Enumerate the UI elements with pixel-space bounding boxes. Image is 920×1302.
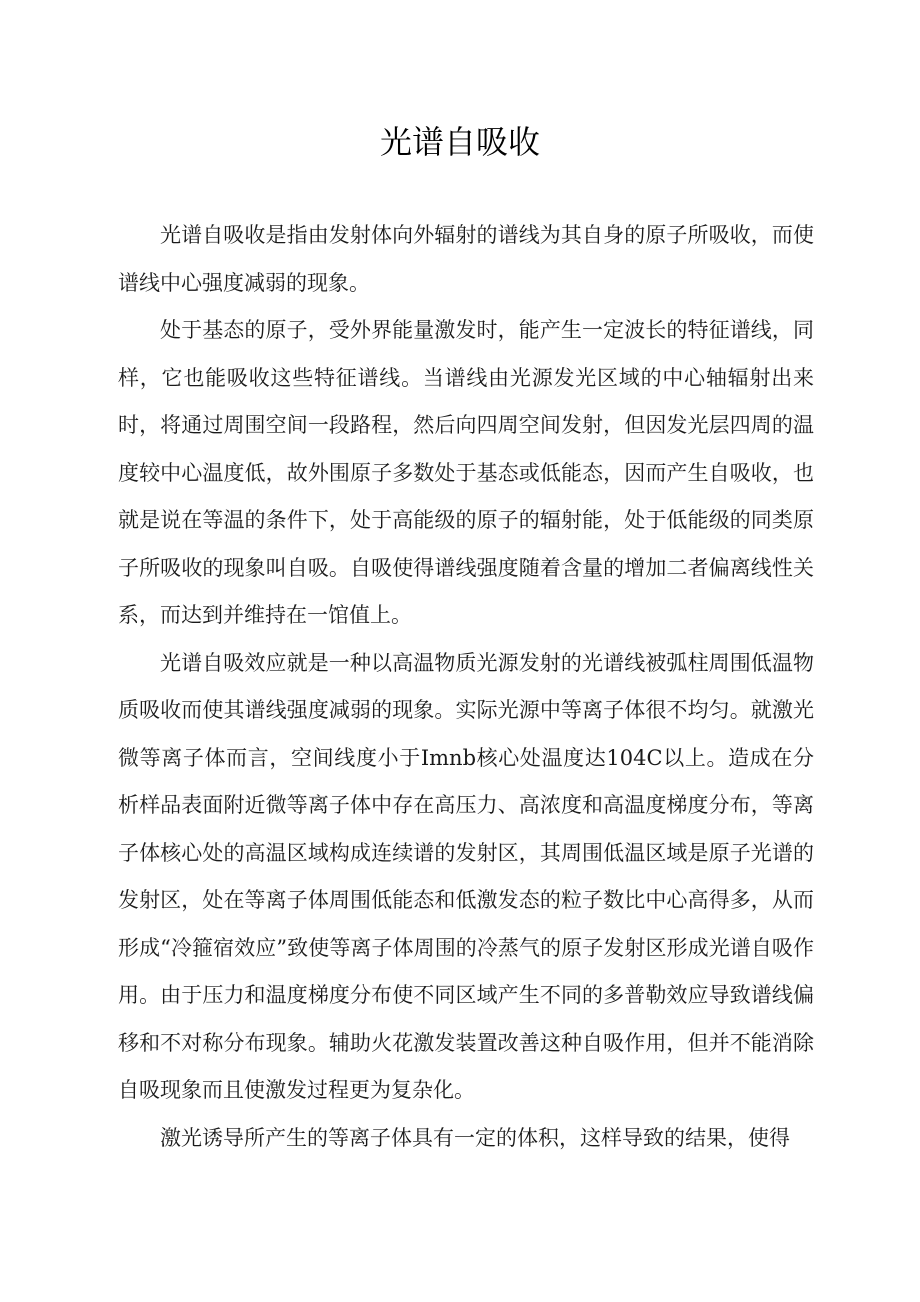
document-body [118, 212, 814, 1162]
paragraph: 光谱自吸效应就是一种以高温物质光源发射的光谱线被弧柱周围低温物质吸收而使其谱线强度减弱的现象。实际光源中等离子体很不均匀。就激光微等离子体而言，空间线度小于Imnb核心处温度达104C以上。造成在分析样品表面附近微等离子体中存在高压力、高浓度和高温度梯度分布，等离子体核心处的高温区域构成连续谱的发射区，其周围低温区域是原子光谱的发射区，处在等离子体周围低能态和低激发态的粒子数比中心高得多，从而形成“冷箍宿效应”致使等离子体周围的冷蒸气的原子发射区形成光谱自吸作用。由于压力和温度梯度分布使不同区域产生不同的多普勒效应导致谱线偏移和不对称分布现象。辅助火花激发装置改善这种自吸作用，但并不能消除自吸现象而且使激发过程更为复杂化。 [118, 650, 814, 1102]
paragraph: 激光诱导所产生的等离子体具有一定的体积，这样导致的结果，使得 [160, 1125, 790, 1150]
paragraph: 光谱自吸收是指由发射体向外辐射的谱线为其自身的原子所吸收，而使谱线中心强度减弱的现象。 [118, 223, 814, 295]
paragraph: 处于基态的原子，受外界能量激发时，能产生一定波长的特征谱线，同样，它也能吸收这些特征谱线。当谱线由光源发光区域的中心轴辐射出来时，将通过周围空间一段路程，然后向四周空间发射，但因发光层四周的温度较中心温度低，故外围原子多数处于基态或低能态，因而产生自吸收，也就是说在等温的条件下，处于高能级的原子的辐射能，处于低能级的同类原子所吸收的现象叫自吸。自吸使得谱线强度随着含量的增加二者偏离线性关系，而达到并维持在一馆值上。 [118, 318, 814, 627]
document-title: 光谱自吸收 [379, 123, 540, 161]
